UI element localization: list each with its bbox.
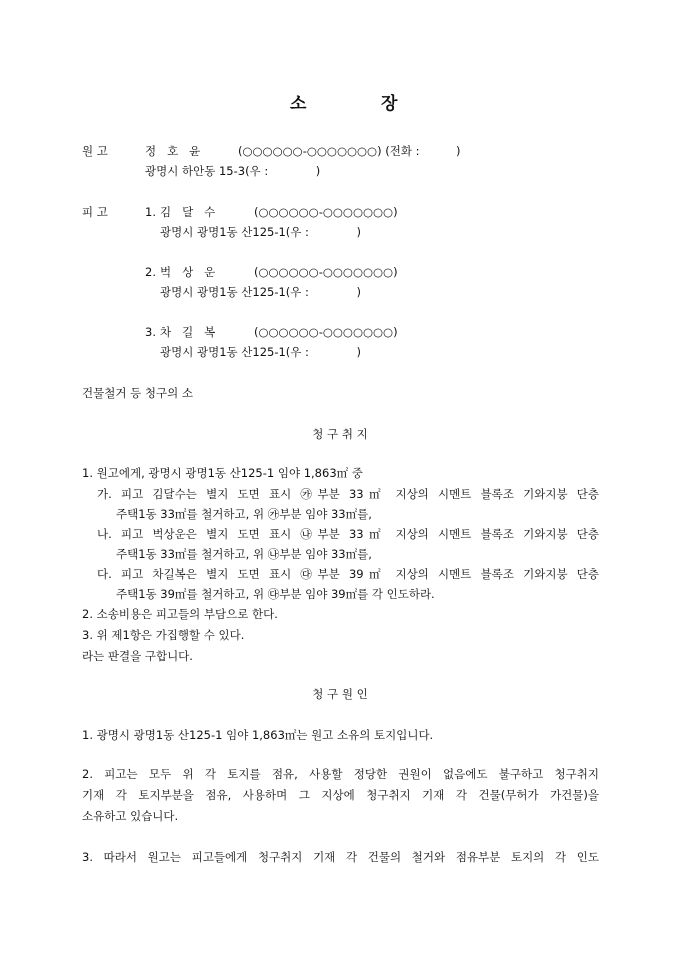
defendant-1-num: 1. [145,205,156,219]
document-title-part2: 장 [381,94,398,114]
defendant-2-name: 벅 상 운 [160,265,216,279]
defendant-1-name: 김 달 수 [160,205,216,219]
claim-purpose-na-line1: 나. 피고 벅상운은 별지 도면 표시 ㉯부분 33㎡ 지상의 시멘트 블록조 기와지붕 단층 [97,527,599,541]
plaintiff-address: 광명시 하안동 15-3(우 : ) [145,164,321,178]
claim-purpose-ga-line1: 가. 피고 김달수는 별지 도면 표시 ㉮부분 33㎡ 지상의 시멘트 블록조 기와지붕 단층 [97,487,599,501]
plaintiff-label: 원 고 [82,144,108,158]
defendant-2-address: 광명시 광명1동 산125-1(우 : ) [160,285,361,299]
claim-cause-p2-line2: 기재 각 토지부분을 점유, 사용하며 그 지상에 청구취지 기재 각 건물(무허가 가건물)을 [82,788,599,802]
claim-cause-heading: 청 구 원 인 [312,687,368,701]
defendant-2-num: 2. [145,265,156,279]
defendant-1-address: 광명시 광명1동 산125-1(우 : ) [160,225,361,239]
plaintiff-id-phone: (○○○○○○-○○○○○○○) (전화 : ) [238,144,461,158]
document-title-part1: 소 [290,94,307,114]
claim-purpose-heading: 청 구 취 지 [312,427,368,441]
claim-cause-p1: 1. 광명시 광명1동 산125-1 임야 1,863㎡는 원고 소유의 토지입니다. [82,728,434,742]
plaintiff-name: 정 호 윤 [145,144,201,158]
claim-cause-p2-line1: 2. 피고는 모두 위 각 토지를 점유, 사용할 정당한 권원이 없음에도 불구하고 청구취지 [82,767,599,781]
case-name: 건물철거 등 청구의 소 [82,386,193,400]
claim-cause-p2-line3: 소유하고 있습니다. [82,809,179,823]
defendant-3-name: 차 길 복 [160,325,216,339]
claim-purpose-na-line2: 주택1동 33㎡를 철거하고, 위 ㉯부분 임야 33㎡를, [116,547,372,561]
defendant-label: 피 고 [82,205,108,219]
claim-purpose-line1: 1. 원고에게, 광명시 광명1동 산125-1 임야 1,863㎡ 중 [82,466,363,480]
defendant-2-id: (○○○○○○-○○○○○○○) [254,265,398,279]
claim-purpose-line4: 라는 판결을 구합니다. [82,649,193,663]
claim-purpose-da-line2: 주택1동 39㎡를 철거하고, 위 ㉰부분 임야 39㎡를 각 인도하라. [116,587,435,601]
defendant-3-id: (○○○○○○-○○○○○○○) [254,325,398,339]
claim-purpose-ga-line2: 주택1동 33㎡를 철거하고, 위 ㉮부분 임야 33㎡를, [116,507,372,521]
defendant-1-id: (○○○○○○-○○○○○○○) [254,205,398,219]
defendant-3-address: 광명시 광명1동 산125-1(우 : ) [160,345,361,359]
claim-purpose-line2: 2. 소송비용은 피고들의 부담으로 한다. [82,607,278,621]
claim-purpose-da-line1: 다. 피고 차길복은 별지 도면 표시 ㉰부분 39㎡ 지상의 시멘트 블록조 기와지붕 단층 [97,567,599,581]
claim-cause-p3-line1: 3. 따라서 원고는 피고들에게 청구취지 기재 각 건물의 철거와 점유부분 토지의 각 인도 [82,850,599,864]
defendant-3-num: 3. [145,325,156,339]
claim-purpose-line3: 3. 위 제1항은 가집행할 수 있다. [82,628,245,642]
